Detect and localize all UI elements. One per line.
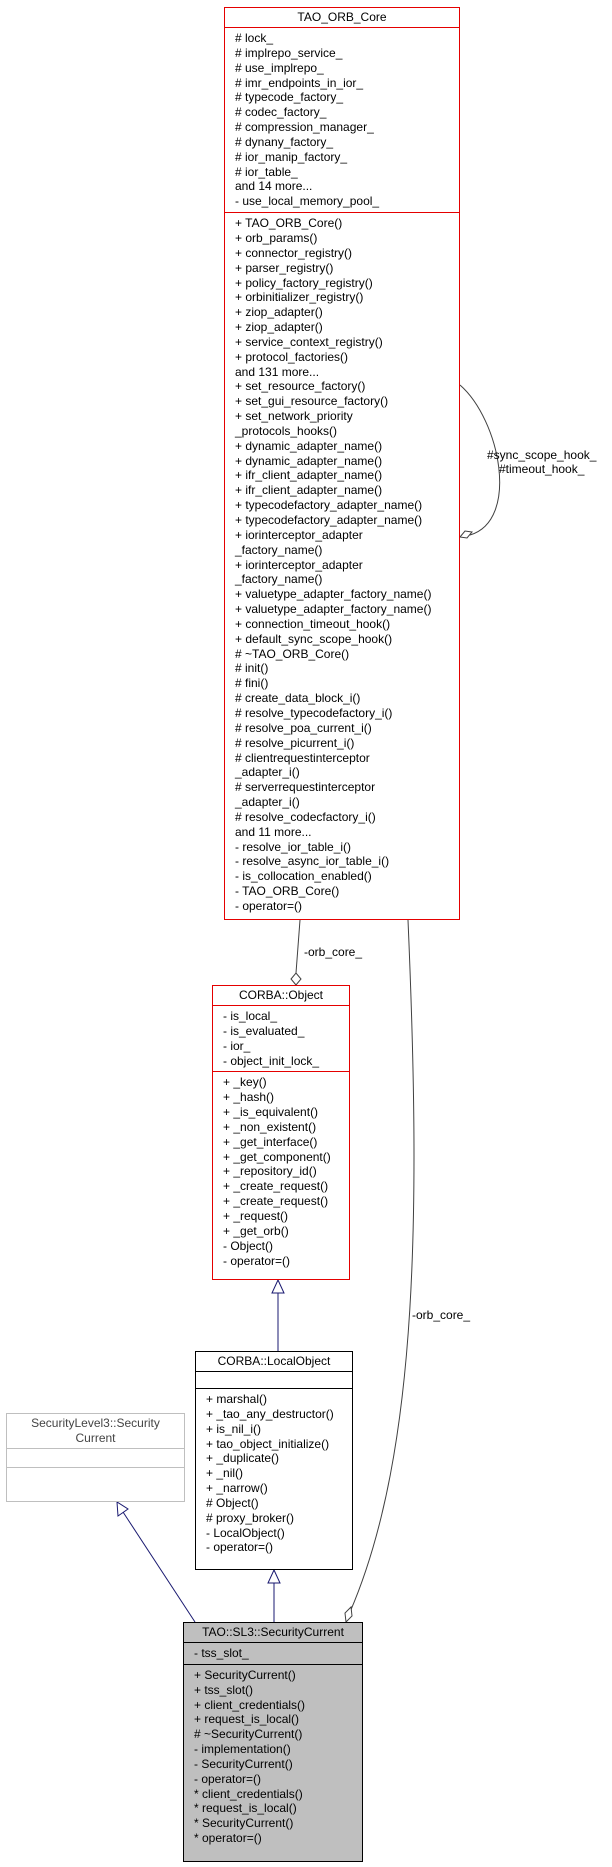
member-line: # resolve_typecodefactory_i() xyxy=(235,705,393,720)
member-line: - TAO_ORB_Core() xyxy=(235,884,340,899)
class-title: CORBA::LocalObject xyxy=(217,1354,331,1368)
member-line: * client_credentials() xyxy=(194,1786,303,1801)
methods-section xyxy=(213,1071,349,1271)
member-line: - resolve_ior_table_i() xyxy=(235,839,352,854)
member-line: _factory_name() xyxy=(235,542,323,557)
member-line: # imr_endpoints_in_ior_ xyxy=(235,75,364,90)
member-line: + _is_equivalent() xyxy=(223,1105,319,1120)
member-line: + connection_timeout_hook() xyxy=(235,616,391,631)
member-line: + _get_interface() xyxy=(223,1134,318,1149)
member-line: + parser_registry() xyxy=(235,260,334,275)
attributes-section xyxy=(225,27,459,212)
member-line: * SecurityCurrent() xyxy=(194,1816,294,1831)
member-line: + _request() xyxy=(223,1208,289,1223)
member-line: + client_credentials() xyxy=(194,1697,306,1712)
member-line: # typecode_factory_ xyxy=(235,90,344,105)
member-line: + tss_slot() xyxy=(194,1682,254,1697)
member-line: + valuetype_adapter_factory_name() xyxy=(235,587,432,602)
member-line: # resolve_picurrent_i() xyxy=(235,735,355,750)
member-line: # ~TAO_ORB_Core() xyxy=(235,646,350,661)
member-line: - LocalObject() xyxy=(206,1525,285,1540)
member-line: # dynany_factory_ xyxy=(235,134,334,149)
member-line: + ziop_adapter() xyxy=(235,305,323,320)
current-localobject-arrow xyxy=(268,1570,280,1583)
member-line: * request_is_local() xyxy=(194,1801,297,1816)
member-line: # use_implrepo_ xyxy=(235,60,324,75)
member-line: # ior_table_ xyxy=(235,164,298,179)
member-line: + valuetype_adapter_factory_name() xyxy=(235,602,432,617)
attributes-section xyxy=(184,1642,362,1664)
member-line: - object_init_lock_ xyxy=(223,1053,320,1068)
attributes-section xyxy=(196,1371,352,1388)
member-line: + marshal() xyxy=(206,1392,268,1406)
class-tao-sl3-securitycurrent[interactable] xyxy=(183,1622,363,1862)
member-line: + TAO_ORB_Core() xyxy=(235,216,343,231)
member-line: + orb_params() xyxy=(235,230,318,245)
methods-section xyxy=(225,212,459,917)
member-line: _adapter_i() xyxy=(235,765,300,780)
member-line: _adapter_i() xyxy=(235,795,300,810)
current-sl3-inherit-edge xyxy=(123,1512,195,1622)
member-line: - operator=() xyxy=(223,1253,291,1268)
orb-core-object-diamond xyxy=(291,973,301,985)
member-line: _factory_name() xyxy=(235,572,323,587)
member-line: + service_context_registry() xyxy=(235,334,383,349)
member-line: + protocol_factories() xyxy=(235,349,349,364)
member-line: and 131 more... xyxy=(235,364,320,379)
class-tao-orb-core[interactable] xyxy=(224,7,460,920)
member-line: # compression_manager_ xyxy=(235,120,374,135)
member-line: * operator=() xyxy=(194,1831,262,1846)
member-line: + ziop_adapter() xyxy=(235,320,323,335)
member-line: # implrepo_service_ xyxy=(235,45,343,60)
member-line: + request_is_local() xyxy=(194,1712,300,1727)
member-line: + dynamic_adapter_name() xyxy=(235,453,383,468)
member-line: # codec_factory_ xyxy=(235,105,327,120)
member-line: # resolve_codecfactory_i() xyxy=(235,809,376,824)
member-line: - operator=() xyxy=(206,1540,274,1555)
member-line: # fini() xyxy=(235,676,269,691)
member-line: + is_nil_i() xyxy=(206,1421,262,1436)
member-line: _protocols_hooks() xyxy=(235,423,338,438)
member-line: - ior_ xyxy=(223,1038,251,1053)
class-title: CORBA::Object xyxy=(238,988,324,1002)
class-title: TAO::SL3::SecurityCurrent xyxy=(202,1625,344,1639)
methods-section xyxy=(7,1467,184,1486)
member-line: # create_data_block_i() xyxy=(235,691,361,706)
member-line: # init() xyxy=(235,661,269,676)
class-corba-localobject[interactable] xyxy=(195,1351,353,1570)
member-line: and 11 more... xyxy=(235,824,312,839)
member-line: - SecurityCurrent() xyxy=(194,1756,293,1771)
self-loop-diamond xyxy=(460,531,472,538)
member-line: - operator=() xyxy=(194,1771,262,1786)
member-line: - operator=() xyxy=(235,898,303,913)
methods-section xyxy=(184,1664,362,1849)
member-line: + iorinterceptor_adapter xyxy=(235,557,363,572)
member-line: + set_resource_factory() xyxy=(235,379,366,394)
orb-core-object-edge xyxy=(296,920,300,973)
member-line: + _create_request() xyxy=(223,1179,329,1194)
attributes-section xyxy=(7,1448,184,1467)
class-title: SecurityLevel3::Security Current xyxy=(31,1416,160,1445)
member-line: # ior_manip_factory_ xyxy=(235,149,348,164)
member-line: # proxy_broker() xyxy=(206,1510,295,1525)
member-line: - is_evaluated_ xyxy=(223,1023,305,1038)
member-line: # serverrequestinterceptor xyxy=(235,780,376,795)
member-line: + orbinitializer_registry() xyxy=(235,290,364,305)
member-line: - is_local_ xyxy=(223,1009,278,1023)
member-line: + set_gui_resource_factory() xyxy=(235,394,389,409)
member-line: + _tao_any_destructor() xyxy=(206,1406,334,1421)
member-line: + _key() xyxy=(223,1075,267,1090)
member-line: # clientrequestinterceptor xyxy=(235,750,370,765)
member-line: + iorinterceptor_adapter xyxy=(235,527,363,542)
member-line: + default_sync_scope_hook() xyxy=(235,631,393,646)
member-line: + SecurityCurrent() xyxy=(194,1667,296,1682)
member-line: + _hash() xyxy=(223,1090,275,1105)
member-line: + connector_registry() xyxy=(235,245,353,260)
member-line: # Object() xyxy=(206,1495,259,1510)
localobject-object-arrow xyxy=(272,1280,284,1293)
current-sl3-arrow xyxy=(117,1502,128,1516)
member-line: + _get_component() xyxy=(223,1149,331,1164)
member-line: # ~SecurityCurrent() xyxy=(194,1727,303,1742)
member-line: + _narrow() xyxy=(206,1481,268,1496)
member-line: + _non_existent() xyxy=(223,1119,317,1134)
member-line: + typecodefactory_adapter_name() xyxy=(235,498,423,513)
member-line: + _create_request() xyxy=(223,1194,329,1209)
member-line: # lock_ xyxy=(235,31,274,45)
attributes-section xyxy=(213,1005,349,1071)
member-line: - implementation() xyxy=(194,1742,291,1757)
member-line: - is_collocation_enabled() xyxy=(235,869,372,884)
member-line: + dynamic_adapter_name() xyxy=(235,438,383,453)
self-loop-label-1: #sync_scope_hook_ xyxy=(487,448,597,462)
member-line: + policy_factory_registry() xyxy=(235,275,373,290)
self-loop-label-2: #timeout_hook_ xyxy=(499,462,585,476)
member-line: - tss_slot_ xyxy=(194,1646,249,1660)
member-line: # resolve_poa_current_i() xyxy=(235,720,372,735)
member-line: + set_network_priority xyxy=(235,409,353,424)
class-title: TAO_ORB_Core xyxy=(297,10,387,24)
member-line: - Object() xyxy=(223,1238,274,1253)
member-line: + _duplicate() xyxy=(206,1451,280,1466)
member-line: + tao_object_initialize() xyxy=(206,1436,330,1451)
member-line: - use_local_memory_pool_ xyxy=(235,194,380,209)
member-line: + ifr_client_adapter_name() xyxy=(235,483,383,498)
member-line: - resolve_async_ior_table_i() xyxy=(235,854,390,869)
member-line: + ifr_client_adapter_name() xyxy=(235,468,383,483)
class-securitylevel3-securitycurrent[interactable] xyxy=(6,1413,185,1502)
methods-section xyxy=(196,1388,352,1558)
member-line: + _nil() xyxy=(206,1466,244,1481)
member-line: + _repository_id() xyxy=(223,1164,317,1179)
orb-core-current-label: -orb_core_ xyxy=(412,1308,471,1322)
orb-core-current-edge xyxy=(350,920,414,1612)
orb-core-current-diamond xyxy=(345,1607,352,1622)
member-line: + _get_orb() xyxy=(223,1223,289,1238)
orb-core-object-label: -orb_core_ xyxy=(304,945,363,959)
class-corba-object[interactable] xyxy=(212,985,350,1280)
member-line: + typecodefactory_adapter_name() xyxy=(235,513,423,527)
member-line: and 14 more... xyxy=(235,179,313,194)
